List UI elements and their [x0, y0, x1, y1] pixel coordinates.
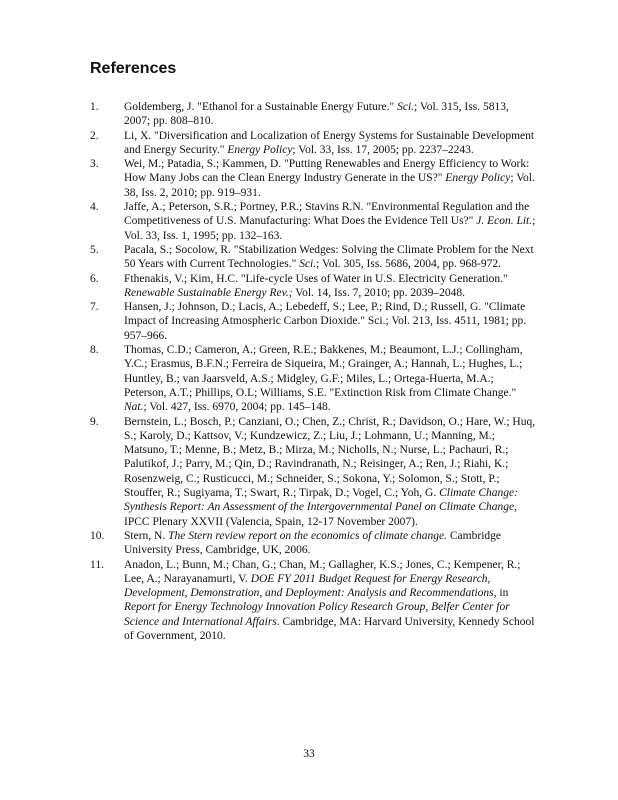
reference-text — [124, 244, 534, 270]
reference-item — [90, 415, 536, 529]
page-number: 33 — [303, 748, 315, 760]
reference-segment: ; Vol. 38, Iss. 2, 2010; pp. 919–931. — [124, 172, 535, 199]
reference-segment: ; Vol. 427, Iss. 6970, 2004; pp. 145–148. — [143, 401, 331, 414]
reference-segment: Goldemberg, J. "Ethanol for a Sustainable Energy Future." — [124, 101, 398, 113]
reference-number: 1. — [90, 101, 99, 113]
reference-number: 3. — [90, 158, 99, 171]
reference-segment: ; Vol. 305, Iss. 5686, 2004, pp. 968-972. — [316, 258, 502, 271]
reference-item — [90, 300, 536, 343]
reference-item — [90, 243, 536, 272]
reference-item — [90, 129, 536, 158]
reference-number: 5. — [90, 243, 99, 256]
reference-number: 7. — [90, 301, 99, 314]
reference-segment: ; Vol. 33, Iss. 17, 2005; pp. 2237–2243. — [292, 143, 474, 156]
reference-italic-segment: DOE FY 2011 Budget Request for Energy Research, Development, Demonstration, and Deployment: Analysis and Recommendations — [124, 572, 494, 600]
reference-italic-segment: J. Econ. Lit. — [476, 215, 533, 228]
reference-item — [90, 200, 536, 243]
reference-text — [124, 130, 534, 156]
reference-segment: Pacala, S.; Socolow, R. "Stabilization Wedges: Solving the Climate Problem for the Next 50 Years with Current Technologies." — [124, 243, 534, 271]
reference-number: 10. — [90, 529, 105, 542]
reference-segment: . Cambridge, MA: Harvard University, Kennedy School of Government, 2010. — [124, 615, 535, 642]
reference-italic-segment: Renewable Sustainable Energy Rev.; — [124, 286, 293, 299]
reference-segment: ; Vol. 315, Iss. 5813, 2007; pp. 808–810. — [124, 101, 509, 128]
reference-italic-segment: Nat. — [124, 401, 144, 414]
reference-italic-segment: Energy Policy — [227, 143, 293, 156]
reference-text — [124, 344, 523, 413]
reference-segment: Bernstein, L.; Bosch, P.; Canziani, O.; Chen, Z.; Christ, R.; Davidson, O.; Hare, W.; Huq, S.; Karoly, D.; Kattsov, V.; Kundzewicz, Z.; Liu, J.; Lohmann, U.; Manning, M.; Matsuno, T.; Menne, B.; Metz, B.; Mirza, M.; Nicholls, N.; Nurse, L.; Pachauri, R.; Palutikof, J.; Parry, M.; Qin, D.; Ravindranath, N.; Reisinger, A.; Ren, J.; Riahi, K.; Rosenzweig, C.; Rusticucci, M.; Schneider, S.; Sokona, Y.; Solomon, S.; Stott, P.; Stouffer, R.; Sugiyama, T.; Swart, R.; Tirpak, D.; Vogel, C.; Yoh, G. — [124, 415, 536, 500]
reference-text — [124, 301, 526, 342]
reference-text — [124, 273, 508, 299]
reference-text — [124, 101, 509, 127]
reference-number: 9. — [90, 415, 99, 428]
reference-item — [90, 529, 536, 558]
reference-italic-segment: Sci. — [397, 101, 415, 113]
reference-text — [124, 530, 501, 556]
reference-segment: , in — [493, 587, 509, 600]
reference-number: 2. — [90, 129, 99, 142]
reference-italic-segment: Climate Change: Synthesis Report: An Assessment of the Intergovernmental Panel on Climate Change — [124, 487, 518, 514]
reference-segment: Anadon, L.; Bunn, M.; Chan, G.; Chan, M.; Gallagher, K.S.; Jones, C.; Kempener, R.; Lee, A.; Narayanamurti, V. — [124, 558, 521, 585]
reference-italic-segment: Report for Energy Technology Innovation Policy Research Group, Belfer Center for Science and International Affairs — [124, 601, 510, 628]
reference-segment: Cambridge University Press, Cambridge, UK, 2006. — [124, 529, 501, 557]
reference-segment: Wei, M.; Patadia, S.; Kammen, D. "Putting Renewables and Energy Efficiency to Work: How Many Jobs can the Clean Energy Industry Generate in the US?" — [124, 158, 530, 185]
reference-segment: , IPCC Plenary XXVII (Valencia, Spain, 12-17 November 2007). — [124, 501, 517, 528]
reference-number: 4. — [90, 201, 99, 214]
reference-italic-segment: Sci. — [299, 258, 317, 271]
reference-item — [90, 272, 536, 301]
reference-italic-segment: The Stern review report on the economics of climate change. — [168, 529, 448, 542]
reference-number: 8. — [90, 344, 99, 357]
reference-item — [90, 157, 536, 200]
reference-segment: Thomas, C.D.; Cameron, A.; Green, R.E.; Bakkenes, M.; Beaumont, L.J.; Collingham, Y.C.; Erasmus, B.F.N.; Ferreira de Siqueira, M.; Grainger, A.; Hannah, L.; Hughes, L.; Huntley, B.; van Jaarsveld, A.S.; Midgley, G.F.; Miles, L.; Ortega-Huerta, M.A.; Peterson, A.T.; Phillips, O.L; Williams, S.E. "Extinction Risk from Climate Change." — [124, 344, 523, 399]
reference-italic-segment: Energy Policy — [445, 172, 511, 185]
reference-segment: Hansen, J.; Johnson, D.; Lacis, A.; Lebedeff, S.; Lee, P.; Rind, D.; Russell, G. "Climate Impact of Increasing Atmospheric Carbon Dioxide." Sci.; Vol. 213, Iss. 4511, 1981; pp. 957–966. — [124, 301, 527, 342]
reference-list — [90, 100, 536, 643]
reference-text — [124, 416, 535, 528]
reference-segment: Stern, N. — [124, 529, 169, 542]
reference-text — [124, 559, 534, 642]
reference-item — [90, 343, 536, 414]
reference-number: 11. — [90, 558, 104, 571]
reference-segment: Fthenakis, V.; Kim, H.C. "Life-cycle Uses of Water in U.S. Electricity Generation." — [124, 272, 508, 285]
reference-item — [90, 100, 536, 129]
reference-segment: Jaffe, A.; Peterson, S.R.; Portney, P.R.; Stavins R.N. "Environmental Regulation and the Competitiveness of U.S. Manufacturing: What Does the Evidence Tell Us?" — [124, 201, 530, 228]
reference-item — [90, 558, 536, 644]
reference-segment: Li, X. "Diversification and Localization of Energy Systems for Sustainable Development and Energy Security." — [124, 129, 535, 156]
reference-number: 6. — [90, 272, 99, 285]
reference-segment: Vol. 14, Iss. 7, 2010; pp. 2039–2048. — [292, 286, 466, 299]
page-heading: References — [90, 60, 177, 77]
reference-text — [124, 201, 535, 242]
reference-segment: ; Vol. 33, Iss. 1, 1995; pp. 132–163. — [124, 215, 536, 242]
reference-text — [124, 158, 535, 199]
